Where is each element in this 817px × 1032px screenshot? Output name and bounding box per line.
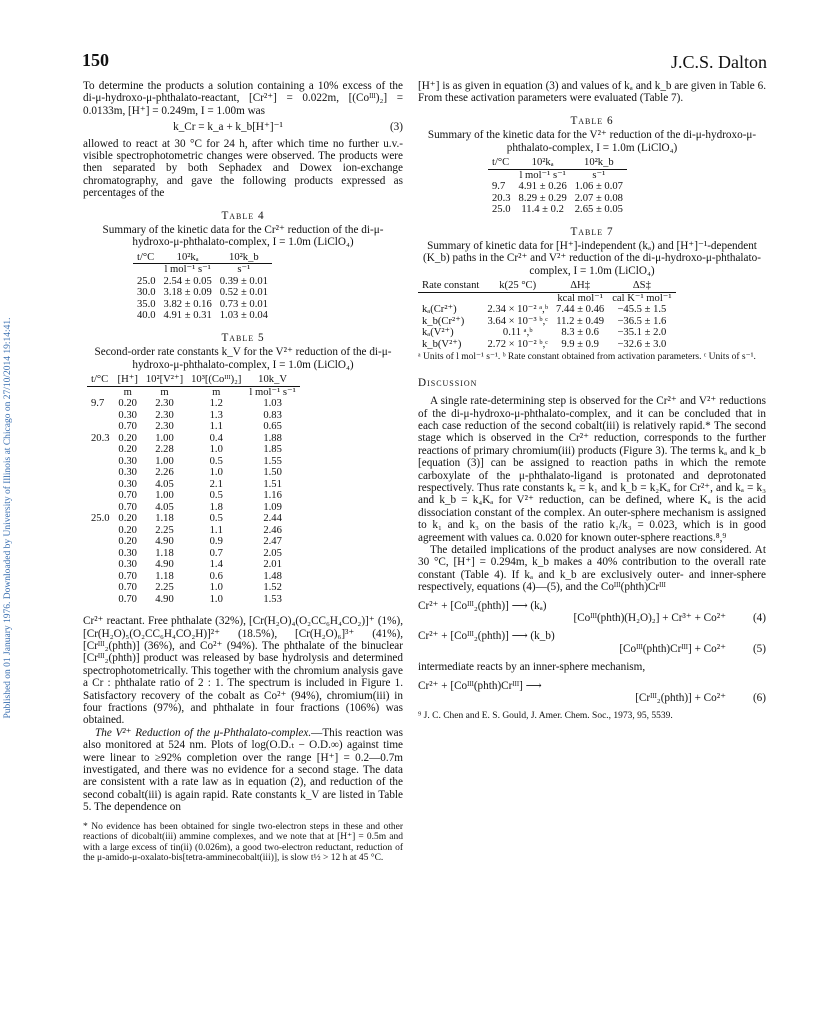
table-units-row [488,169,627,181]
table-row [87,502,300,514]
table-cell: 0.70 [118,582,137,594]
table-cell: 2.44 [263,513,282,525]
table-cell: 0.11 ᵃ,ᵇ [502,327,533,339]
table-header-row [87,374,300,386]
table-cell: k_b(V²⁺) [422,338,462,350]
table-cell: 4.90 [155,559,174,571]
table-cell [87,502,114,514]
table-row [418,304,676,316]
table-cell: 1.0 [209,467,223,479]
table-cell: 2.34 × 10⁻² ᵃ,ᵇ [487,304,549,316]
reaction-products: [Crᴵᴵᴵ₂(phth)] + Co²⁺ [635,692,726,705]
table-cell: 0.4 [209,432,223,444]
table-cell: ΔH‡ [552,280,608,292]
table-cell: 10²kₐ [160,252,216,264]
table-header-row [418,280,676,292]
table-row [488,193,627,205]
table-cell: ΔS‡ [608,280,675,292]
table-cell: 1.50 [263,467,282,479]
table-cell: 0.30 [118,547,137,559]
paragraph: intermediate reacts by an inner-sphere mechanism, [418,661,646,674]
table-cell: l mol⁻¹ s⁻¹ [249,386,296,398]
table-cell: 1.18 [155,513,174,525]
table-cell: 1.51 [263,478,282,490]
table-cell: 0.20 [118,432,137,444]
table-cell: 1.85 [263,444,282,456]
table-cell [87,467,114,479]
table-cell: 1.52 [263,582,282,594]
table-cell: −35.1 ± 2.0 [617,327,667,339]
watermark-text: Published on 01 January 1976. Downloaded by University of Illinois at Chicago on 27/10/2014 19:14:41. [3,317,13,719]
table-cell: 8.29 ± 0.29 [518,192,567,204]
table-cell: 30.0 [137,287,156,299]
table-cell: −45.5 ± 1.5 [617,304,667,316]
table-cell: 0.30 [118,467,137,479]
table-cell: 0.39 ± 0.01 [219,275,268,287]
table-cell: m [212,386,221,398]
reaction-products: [Coᴵᴵᴵ(phth)Crᴵᴵᴵ] + Co²⁺ [619,642,726,655]
reaction-6 [418,680,766,705]
table-cell: 0.5 [209,513,223,525]
table-cell: 35.0 [137,298,156,310]
download-watermark [1,178,15,858]
table-cell: t/°C [87,374,114,386]
reaction-reactants: Cr²⁺ + [Coᴵᴵᴵ₂(phth)] ⟶ (k_b) [418,630,555,643]
paragraph: [H⁺] is as given in equation (3) and values of kₐ and k_b are given in Table 6. From these activation parameters were evaluated (Table 7). [418,80,766,105]
table-cell: 2.30 [155,409,174,421]
table-cell: 9.9 ± 0.9 [561,338,599,350]
table-cell: 2.05 [263,547,282,559]
table-cell: 0.20 [118,536,137,548]
right-column [418,80,766,721]
equation-3 [83,121,403,133]
table-cell: 1.18 [155,547,174,559]
reaction-reactants: Cr²⁺ + [Coᴵᴵᴵ(phth)Crᴵᴵᴵ] ⟶ [418,679,542,692]
table-row [87,582,300,594]
table-row [418,327,676,339]
reference-9: ⁹ J. C. Chen and E. S. Gould, J. Amer. Chem. Soc., 1973, 95, 5539. [418,710,673,721]
table-row [87,594,300,606]
table-cell [87,444,114,456]
table-cell: 0.9 [209,536,223,548]
table-cell: 1.16 [263,490,282,502]
table-cell: 10²[V²⁺] [142,374,187,386]
table-cell: m [160,386,169,398]
table-cell: 1.4 [209,559,223,571]
paragraph: The detailed implications of the product analyses are now considered. At 30 °C, [H⁺] = 0.294m, k_b makes a 40% contribution to the overall rate constant (Table 4). If kₐ and k_b are exclusively outer- and inner-sphere respectively, equations (4)—(5), and the Coᴵᴵᴵ(phth)Crᴵᴵᴵ [418,544,766,594]
table-cell: kₐ(Cr²⁺) [422,304,457,316]
table-cell: 25.0 [137,275,156,287]
reaction-number: (5) [752,642,766,655]
table-6-caption: Summary of the kinetic data for the V²⁺ reduction of the di-μ-hydroxo-μ-phthalato-complex, I = 1.0m (LiClO₄) [427,129,757,154]
table-cell: kₐ(V²⁺) [422,327,454,339]
table-cell: 2.26 [155,467,174,479]
table-cell [87,410,114,422]
table-row [87,479,300,491]
table-cell: 0.73 ± 0.01 [219,298,268,310]
table-cell [483,292,552,304]
table-units-row [418,292,676,304]
table-cell [87,582,114,594]
table-cell: m [123,386,132,398]
table-cell [87,594,114,606]
table-cell: k(25 °C) [483,280,552,292]
table-7 [418,280,676,350]
table-cell: l mol⁻¹ s⁻¹ [519,169,566,181]
table-header-row [133,252,272,264]
table-cell [133,264,160,276]
table-row [87,536,300,548]
table-cell: 1.0 [209,593,223,605]
table-cell [87,479,114,491]
table-cell: 0.70 [118,490,137,502]
table-cell: s⁻¹ [237,264,251,276]
table-cell: 1.00 [155,455,174,467]
table-cell: 1.1 [209,421,223,433]
reaction-4 [418,600,766,625]
table-header-row [488,157,627,169]
table-cell: 0.7 [209,547,223,559]
reaction-reactants: Cr²⁺ + [Coᴵᴵᴵ₂(phth)] ⟶ (kₐ) [418,599,547,612]
table-cell [87,571,114,583]
table-cell: 4.05 [155,478,174,490]
table-cell: 20.3 [91,432,110,444]
table-cell: 7.44 ± 0.46 [556,304,605,316]
equation-text: k_Cr = k_a + k_b[H⁺]⁻¹ [173,121,283,134]
table-units-row [87,386,300,398]
table-cell [87,456,114,468]
table-row [133,276,272,288]
paragraph [83,727,403,814]
table-row [87,410,300,422]
table-cell: 4.90 [155,593,174,605]
journal-name: J.C.S. Dalton [670,52,767,72]
table-cell: 0.5 [209,455,223,467]
left-column [83,80,403,864]
section-heading: The V²⁺ Reduction of the μ-Phthalato-complex. [95,726,312,739]
table-6-title: Table 6 [570,114,614,127]
table-cell: 0.70 [118,570,137,582]
table-cell [87,490,114,502]
table-5-title: Table 5 [221,331,265,344]
table-cell: 4.90 [155,536,174,548]
table-row [87,525,300,537]
reaction-5 [418,630,766,655]
table-4-caption: Summary of the kinetic data for the Cr²⁺ reduction of the di-μ-hydroxo-μ-phthalato-complex, I = 1.0m (LiClO₄) [102,224,384,249]
equation-number: (3) [389,121,403,134]
table-cell: 3.18 ± 0.09 [163,287,212,299]
table-cell: 0.30 [118,455,137,467]
table-6 [488,157,627,216]
table-cell: 2.28 [155,444,174,456]
paragraph: To determine the products a solution containing a 10% excess of the di-μ-hydroxo-μ-phthalato-reactant, [Cr²⁺] = 0.022m, [(Coᴵᴵᴵ)₂] = 0.0133m, [H⁺] = 0.249m, I = 1.00m was [83,80,403,117]
table-row [133,299,272,311]
table-cell [418,292,483,304]
table-row [87,490,300,502]
table-4-title: Table 4 [221,209,265,222]
table-cell: 20.3 [492,192,511,204]
table-cell: 0.70 [118,501,137,513]
table-row [87,513,300,525]
table-cell: [H⁺] [114,374,142,386]
table-cell: 10k_V [245,374,299,386]
table-cell: 2.72 × 10⁻² ᵇ,ᶜ [487,338,548,350]
table-cell: 9.7 [91,398,105,410]
table-cell [87,548,114,560]
table-cell: 0.20 [118,524,137,536]
table-row [418,316,676,328]
table-cell: 25.0 [91,513,110,525]
table-cell: 2.25 [155,582,174,594]
table-cell: 2.65 ± 0.05 [574,204,623,216]
table-cell: 1.06 ± 0.07 [574,181,623,193]
table-cell: kcal mol⁻¹ [557,292,603,304]
table-cell: 0.30 [118,478,137,490]
table-7-footnotes: ᵃ Units of l mol⁻¹ s⁻¹. ᵇ Rate constant obtained from activation parameters. ᶜ Units of s⁻¹. [418,352,756,363]
table-cell: 1.00 [155,432,174,444]
table-cell [87,386,114,398]
table-cell: 1.18 [155,570,174,582]
table-row [418,339,676,351]
table-cell: k_b(Cr²⁺) [422,315,465,327]
table-cell: 10³[(Coᴵᴵᴵ)₂] [187,374,245,386]
paragraph: Cr²⁺ reactant. Free phthalate (32%), [Cr(H₂O)₄(O₂CC₆H₄CO₂)]⁺ (1%), [Cr(H₂O)₅(O₂CC₆H₄CO₂H)]²⁺ (18.5%), [Cr(H₂O)₆]³⁺ (41%), [Crᴵᴵᴵ₂(phth)] (36%), and Co²⁺ (94%). The phthalate of the binuclear [Crᴵᴵᴵ₂(phth)] product was released by base hydrolysis and determined spectrophotometrically. This together with the chromium analysis gave a Cr : phthalate ratio of 2 : 1. The spectrum is included in Figure 1. Satisfactory recovery of the cobalt as Co²⁺ (94%), chromium(iii) in four fractions (97%), and phthalate in four fractions (106%) was obtained. [83,615,403,727]
table-cell: l mol⁻¹ s⁻¹ [164,264,211,276]
table-cell: 1.0 [209,582,223,594]
table-cell: 1.8 [209,501,223,513]
table-cell: 1.03 [263,398,282,410]
table-cell: 3.64 × 10⁻³ ᵇ,ᶜ [487,315,548,327]
table-cell: 10²k_b [216,252,272,264]
table-5-caption: Second-order rate constants k_V for the V²⁺ reduction of the di-μ-hydroxo-μ-phthalato-complex, I = 1.0m (LiClO₄) [94,346,392,371]
table-cell: 0.83 [263,409,282,421]
table-5 [87,374,300,605]
table-row [87,444,300,456]
table-cell: 1.03 ± 0.04 [219,310,268,322]
table-row [87,548,300,560]
table-units-row [133,264,272,276]
table-cell: 1.0 [209,444,223,456]
discussion-heading: Discussion [418,376,478,389]
table-cell: 1.3 [209,409,223,421]
table-7-title: Table 7 [570,225,614,238]
table-row [133,310,272,322]
table-cell: 0.6 [209,570,223,582]
table-row [87,559,300,571]
table-cell: 25.0 [492,204,511,216]
table-cell: 2.25 [155,524,174,536]
table-cell: 0.70 [118,421,137,433]
table-cell: 2.54 ± 0.05 [163,275,212,287]
table-cell: 4.91 ± 0.31 [163,310,212,322]
table-cell: 0.30 [118,409,137,421]
table-cell: 1.88 [263,432,282,444]
table-cell [87,559,114,571]
table-cell: 0.30 [118,559,137,571]
table-row [87,571,300,583]
table-cell: 2.1 [209,478,223,490]
table-7-caption: Summary of kinetic data for [H⁺]-independent (kₐ) and [H⁺]⁻¹-dependent (K_b) paths in the Cr²⁺ and V²⁺ reduction of the di-μ-hydroxo-μ-phthalato-complex, I = 1.0m (LiClO₄) [423,239,761,277]
table-cell: 1.55 [263,455,282,467]
table-cell: 2.01 [263,559,282,571]
table-row [488,181,627,193]
table-cell: 10²k_b [571,157,627,169]
table-cell: 11.4 ± 0.2 [521,204,564,216]
table-cell: 11.2 ± 0.49 [556,315,605,327]
table-cell: 1.00 [155,490,174,502]
table-cell: 1.09 [263,501,282,513]
table-cell: 1.53 [263,593,282,605]
table-cell: cal K⁻¹ mol⁻¹ [612,292,672,304]
table-cell: 3.82 ± 0.16 [163,298,212,310]
table-row [488,204,627,216]
table-cell: −32.6 ± 3.0 [617,338,667,350]
table-cell: Rate constant [418,280,483,292]
table-cell: 0.52 ± 0.01 [219,287,268,299]
table-row [87,467,300,479]
table-cell: 0.20 [118,513,137,525]
table-4 [133,252,272,322]
table-cell [488,169,515,181]
paragraph-text: —This reaction was also monitored at 524 nm. Plots of log(O.D.ₜ − O.D.∞) against time were linear to ≥92% completion over the range [H⁺] = 0.2—0.7m investigated, and there was no evidence for a second stage. The data are consistent with a rate law as in equation (2), and reduction of the second cobalt(iii) is again rapid. Rate constants k_V are listed in Table 5. The dependence on [83,726,403,814]
table-cell: 8.3 ± 0.6 [561,327,599,339]
reaction-number: (6) [752,692,766,705]
table-cell: t/°C [488,157,515,169]
table-cell: 2.47 [263,536,282,548]
reaction-number: (4) [752,612,766,625]
table-cell [87,421,114,433]
footnote: * No evidence has been obtained for single two-electron steps in these and other reactions of dicobalt(iii) ammine complexes, and we note that at [H⁺] = 0.5m and with a large excess of tin(ii) (0.026m), a good two-electron reductant, reduction of the μ-amido-μ-oxalato-bis[tetra-amminecobalt(iii)], is slow t½ > 12 h at 45 °C. [83,821,403,864]
table-cell: 4.05 [155,501,174,513]
table-cell: 0.20 [118,444,137,456]
table-cell: t/°C [133,252,160,264]
paragraph: A single rate-determining step is observed for the Cr²⁺ and V²⁺ reductions of the di-μ-hydroxo-μ-phthalato-complex, and it can be concluded that in each case reduction of the second cobalt(iii) is relatively rapid.* The second stage which is observed in the Cr²⁺ reduction, corresponds to the further reactions of primary chromium(iii) products (Figure 3). The terms kₐ and k_b [equation (3)] can be assigned to reaction paths in which the remote carboxylate of the μ-phthalato-ligand is protonated and deprotonated respectively. Thus rate constants kₐ = k₁ and k_b = k₂Kₐ for Cr²⁺, and kₐ = k₃ and k_b = k₄Kₐ for V²⁺ reduction, can be defined, where Kₐ is the acid dissociation constant of the complex. An outer-sphere mechanism is assigned to k₁ and k₃ on the basis of the ratio k₁/k₃ = 0.023, which is in good agreement with values ca. 0.020 for known outer-sphere reactions.⁸,⁹ [418,395,766,544]
table-cell: 10²kₐ [515,157,571,169]
table-cell: 1.2 [209,398,223,410]
table-row [87,433,300,445]
table-cell: 2.07 ± 0.08 [574,192,623,204]
paragraph: allowed to react at 30 °C for 24 h, after which time no further u.v.-visible spectrophotometric changes were observed. The products were then separated by both Sephadex and Dowex ion-exchange chromatography, and gave the following products expressed as percentages of the [83,137,403,200]
table-cell: 0.65 [263,421,282,433]
table-cell: 2.30 [155,421,174,433]
table-cell: 0.70 [118,593,137,605]
table-cell: −36.5 ± 1.6 [617,315,667,327]
table-cell: 0.20 [118,398,137,410]
table-cell: 1.1 [209,524,223,536]
table-row [87,421,300,433]
table-row [87,398,300,410]
page-number: 150 [82,50,109,70]
table-cell: 1.48 [263,570,282,582]
table-cell: 4.91 ± 0.26 [518,181,567,193]
table-row [87,456,300,468]
table-cell: 2.30 [155,398,174,410]
table-cell: 9.7 [492,181,506,193]
table-cell: s⁻¹ [592,169,606,181]
table-cell [87,525,114,537]
table-row [133,287,272,299]
table-cell: 2.46 [263,524,282,536]
reaction-products: [Coᴵᴵᴵ(phth)(H₂O)₂] + Cr³⁺ + Co²⁺ [573,612,726,625]
table-cell [87,536,114,548]
table-cell: 40.0 [137,310,156,322]
table-cell: 0.5 [209,490,223,502]
